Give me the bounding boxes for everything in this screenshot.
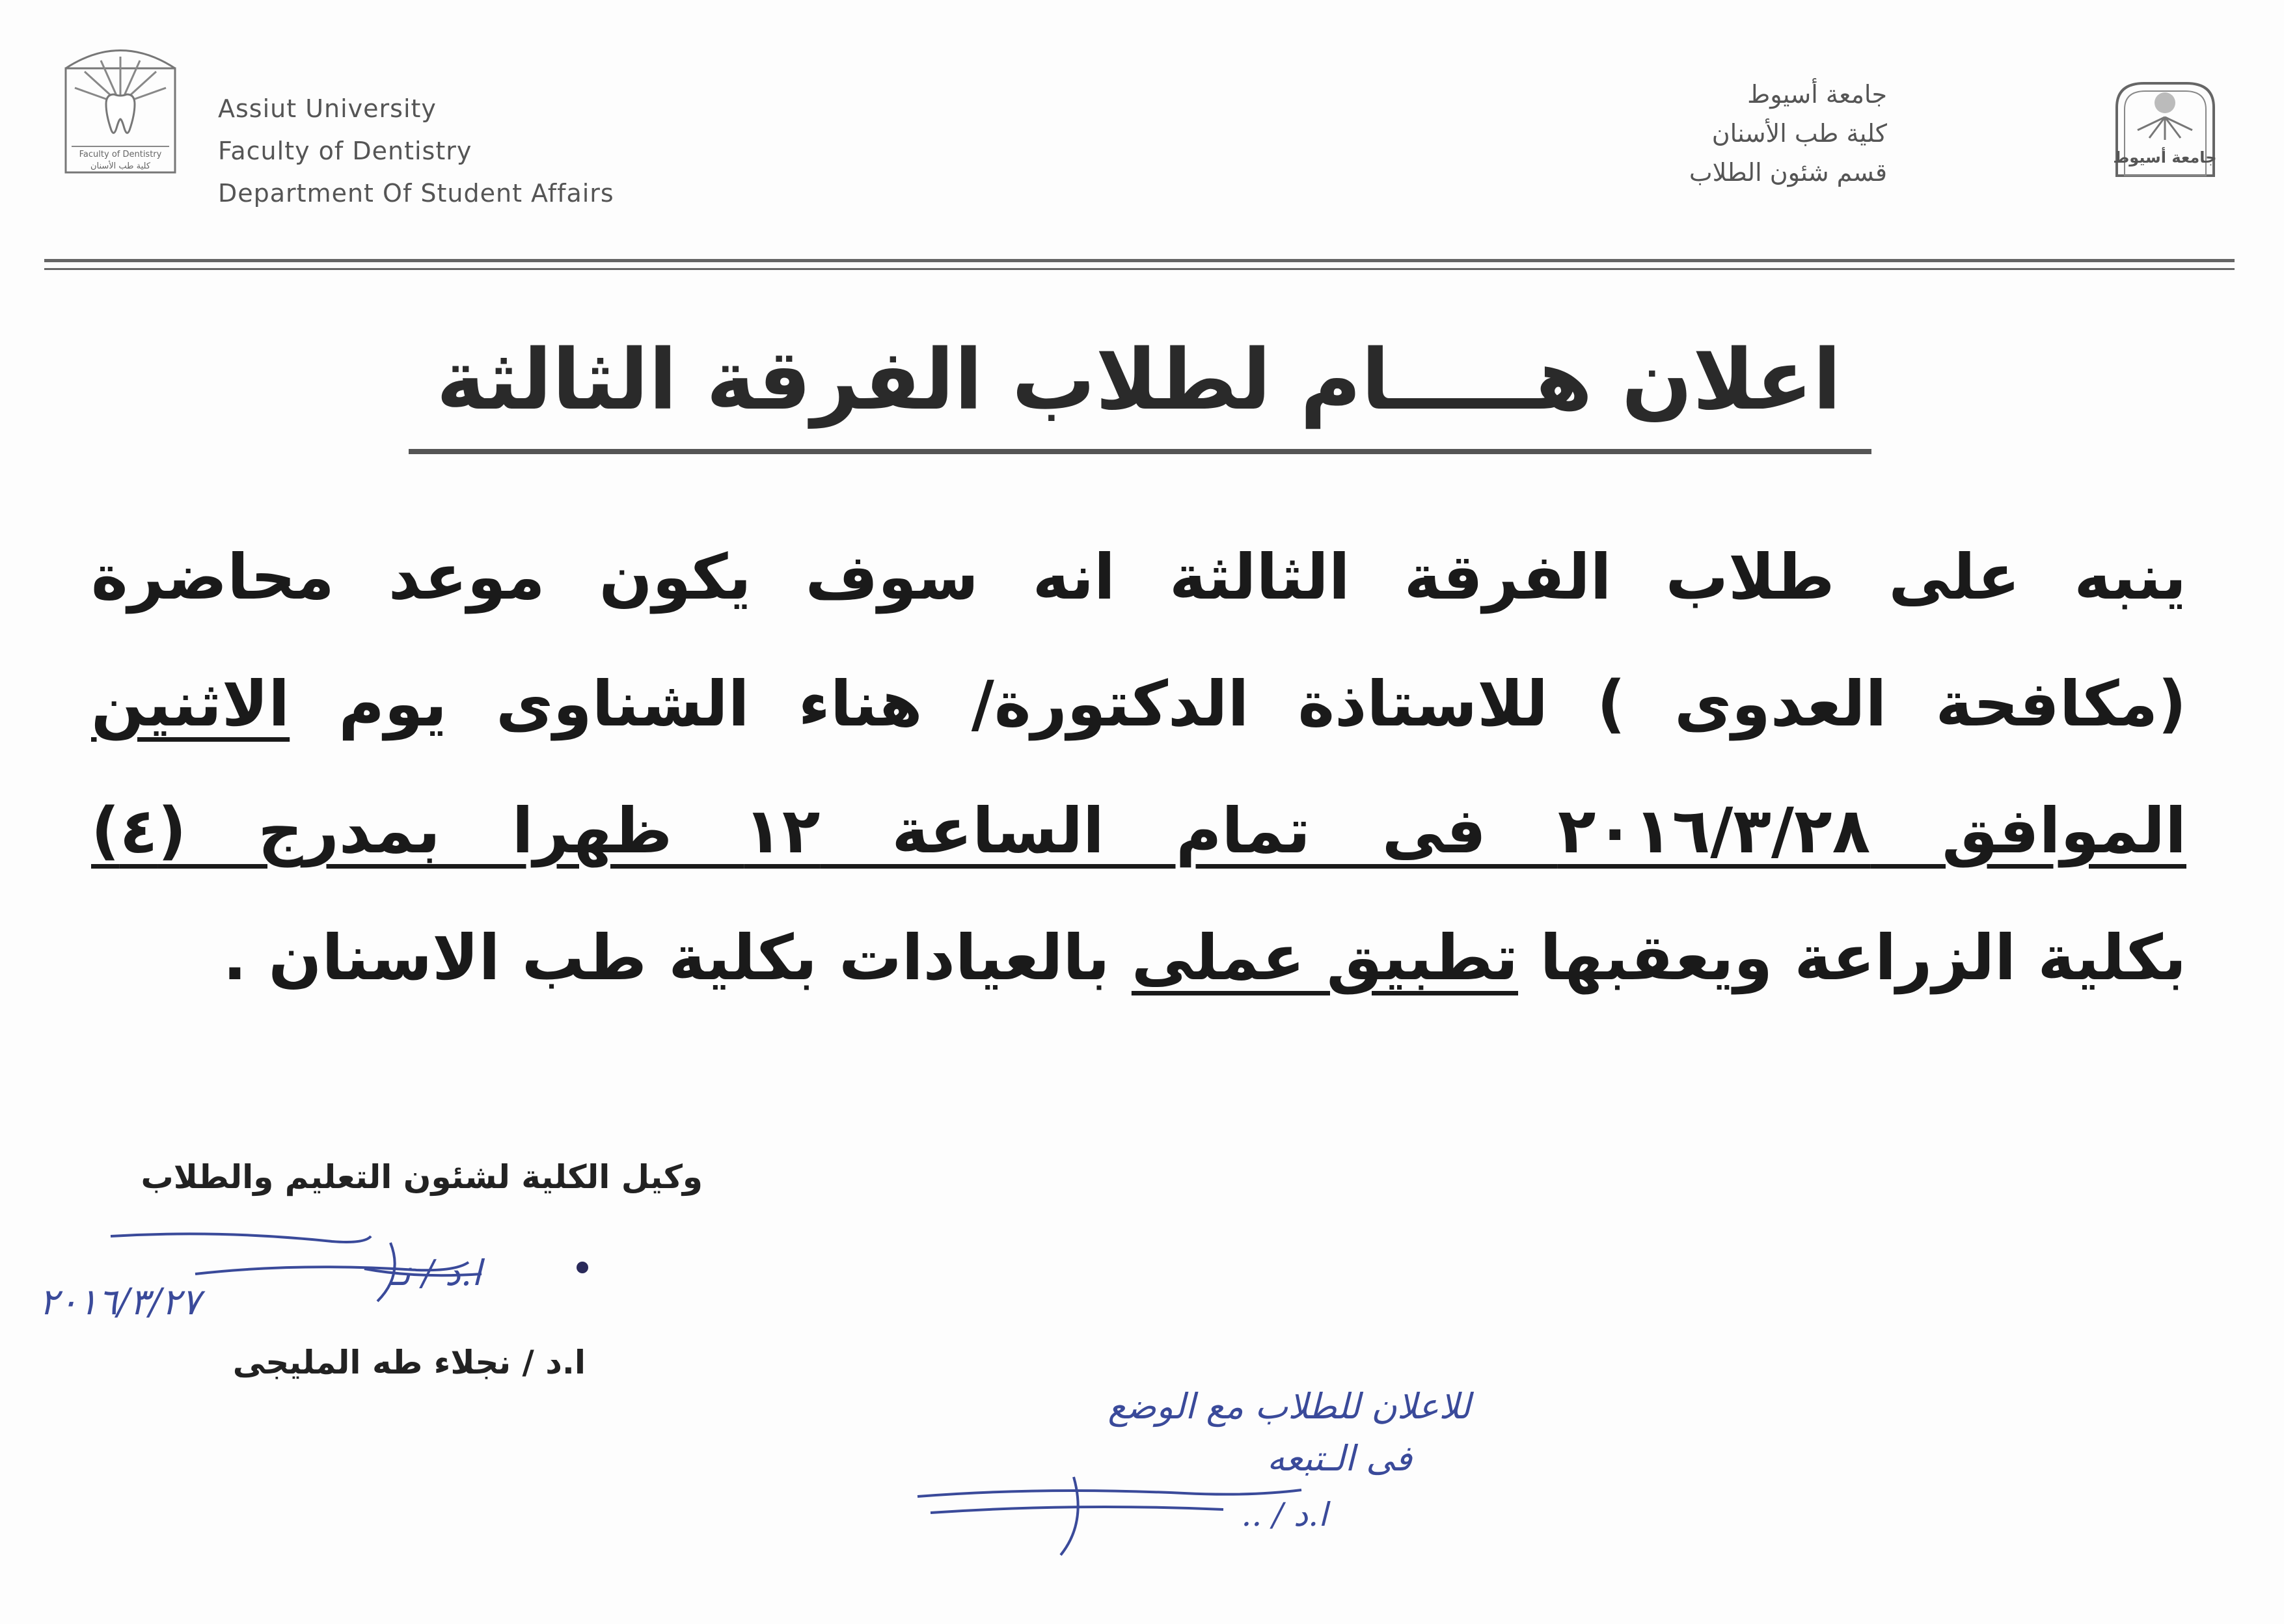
signature-role: وكيل الكلية لشئون التعليم والطلاب <box>141 1158 703 1196</box>
body-line-4 <box>91 895 2186 1022</box>
body-practical-underlined: تطبيق عملى <box>1131 921 1519 994</box>
header-divider-thin <box>44 268 2235 270</box>
left-logo-text-1: Faculty of Dentistry <box>79 150 162 159</box>
announcement-title: اعلان هـــــام لطلاب الفرقة الثالثة <box>436 332 1842 429</box>
handwritten-initials: ا.د / نـ <box>390 1252 482 1293</box>
handwritten-date: ٢٠١٦/٣/٢٧ <box>39 1281 201 1323</box>
announcement-body <box>91 514 2186 1022</box>
handwritten-approval-note <box>911 1379 1484 1568</box>
left-logo-text-2: كلية طب الأسنان <box>90 161 151 171</box>
header-en-faculty: Faculty of Dentistry <box>218 137 472 165</box>
body-line-2 <box>91 641 2186 768</box>
header-english <box>218 88 614 215</box>
header-en-university: Assiut University <box>218 94 437 123</box>
body-line-1: ينبه على طلاب الفرقة الثالثة انه سوف يكون موعد محاضرة <box>91 541 2186 614</box>
body-line-4-end: بالعيادات بكلية طب الاسنان . <box>223 921 1132 994</box>
faculty-of-dentistry-logo-icon <box>62 42 179 176</box>
right-logo-text: جامعة أسيوط <box>2113 148 2217 167</box>
body-line-3-underlined: الموافق ٢٠١٦/٣/٢٨ فى تمام الساعة ١٢ ظهرا بمدرج (٤) <box>91 794 2186 867</box>
header-divider-thick <box>44 259 2235 262</box>
handwritten-signature-date <box>26 1217 638 1334</box>
signature-name: ا.د / نجلاء طه المليجى <box>232 1344 586 1381</box>
header-arabic <box>1689 75 1887 192</box>
body-day-underlined: الاثنين <box>91 668 290 740</box>
header-ar-faculty: كلية طب الأسنان <box>1711 119 1887 148</box>
note-line-1: للاعلان للطلاب مع الوضع <box>1108 1386 1471 1427</box>
header-ar-university: جامعة أسيوط <box>1747 80 1887 109</box>
header-ar-department: قسم شئون الطلاب <box>1689 158 1887 187</box>
body-line-2-text: (مكافحة العدوى ) للاستاذة الدكتورة/ هناء الشناوى يوم <box>290 668 2186 740</box>
header-en-department: Department Of Student Affairs <box>218 179 614 208</box>
body-line-4-start: بكلية الزراعة ويعقبها <box>1518 921 2186 994</box>
assiut-university-logo-icon <box>2112 78 2219 179</box>
note-line-2: فى الـتبعه <box>1267 1438 1412 1479</box>
note-line-3: ا.د / .. <box>1241 1496 1327 1534</box>
title-underline <box>409 449 1871 454</box>
